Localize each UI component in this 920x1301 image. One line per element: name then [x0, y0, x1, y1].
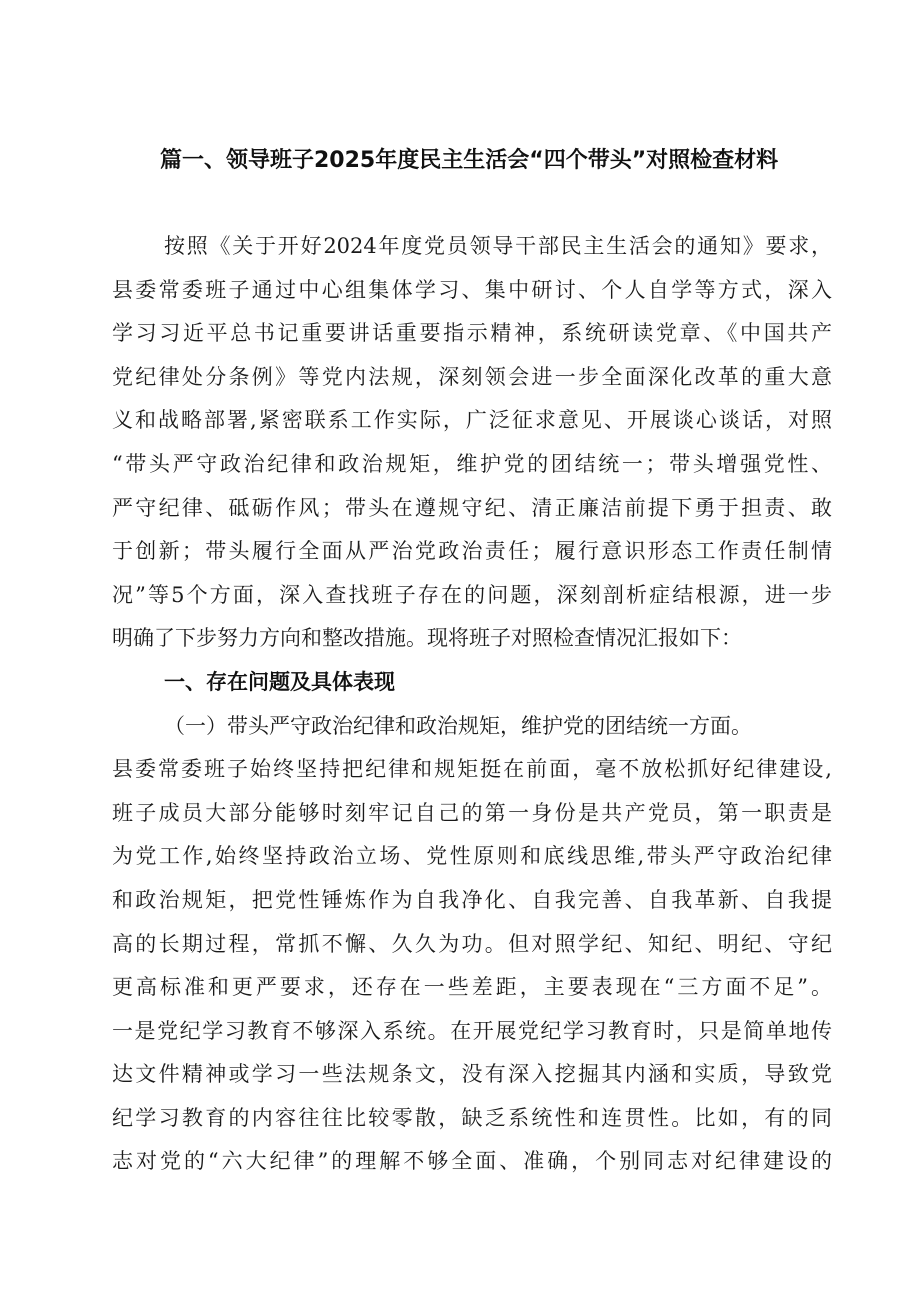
paragraph-line: 高的长期过程，常抓不懈、久久为功。但对照学纪、知纪、明纪、守纪	[112, 931, 832, 956]
paragraph-line: 班子成员大部分能够时刻牢记自己的第一身份是共产党员，第一职责是	[112, 800, 832, 825]
paragraph-line: 一是党纪学习教育不够深入系统。在开展党纪学习教育时，只是简单地传	[112, 1018, 832, 1043]
document-body	[112, 225, 832, 1184]
paragraph-line: 县委常委班子通过中心组集体学习、集中研讨、个人自学等方式，深入	[112, 277, 832, 302]
paragraph-line: 学习习近平总书记重要讲话重要指示精神，系统研读党章、《中国共产	[112, 321, 832, 346]
paragraph-line: 为党工作,始终坚持政治立场、党性原则和底线思维,带头严守政治纪律	[112, 844, 832, 869]
paragraph-line: 严守纪律、砥砺作风；带头在遵规守纪、清正廉洁前提下勇于担责、敢	[112, 495, 832, 520]
paragraph-line: 纪学习教育的内容往往比较零散，缺乏系统性和连贯性。比如，有的同	[112, 1105, 832, 1130]
paragraph-line: 更高标准和更严要求，还存在一些差距，主要表现在“三方面不足”。	[112, 975, 832, 1000]
subsection-heading: （一）带头严守政治纪律和政治规矩，维护党的团结统一方面。	[164, 713, 752, 738]
paragraph-line: “带头严守政治纪律和政治规矩，维护党的团结统一；带头增强党性、	[112, 451, 832, 476]
paragraph-line: 和政治规矩，把党性锤炼作为自我净化、自我完善、自我革新、自我提	[112, 887, 832, 912]
paragraph-line: 于创新；带头履行全面从严治党政治责任；履行意识形态工作责任制情	[112, 539, 832, 564]
paragraph-line: 县委常委班子始终坚持把纪律和规矩挺在前面，毫不放松抓好纪律建设,	[112, 757, 832, 782]
paragraph-line: 党纪律处分条例》等党内法规，深刻领会进一步全面深化改革的重大意	[112, 364, 832, 389]
paragraph-line: 况”等5个方面，深入查找班子存在的问题，深刻剖析症结根源，进一步	[112, 582, 832, 607]
paragraph-line: 明确了下步努力方向和整改措施。现将班子对照检查情况汇报如下：	[112, 626, 742, 651]
section-heading: 一、存在问题及具体表现	[164, 669, 395, 694]
paragraph-line: 义和战略部署,紧密联系工作实际，广泛征求意见、开展谈心谈话，对照	[112, 408, 832, 433]
paragraph-line: 志对党的“六大纪律”的理解不够全面、准确，个别同志对纪律建设的	[112, 1149, 832, 1174]
paragraph-line: 按照《关于开好2024年度党员领导干部民主生活会的通知》要求，	[164, 234, 832, 258]
document-title: 篇一、领导班子2025年度民主生活会“四个带头”对照检查材料	[160, 148, 779, 173]
paragraph-line: 达文件精神或学习一些法规条文，没有深入挖掘其内涵和实质，导致党	[112, 1062, 832, 1087]
